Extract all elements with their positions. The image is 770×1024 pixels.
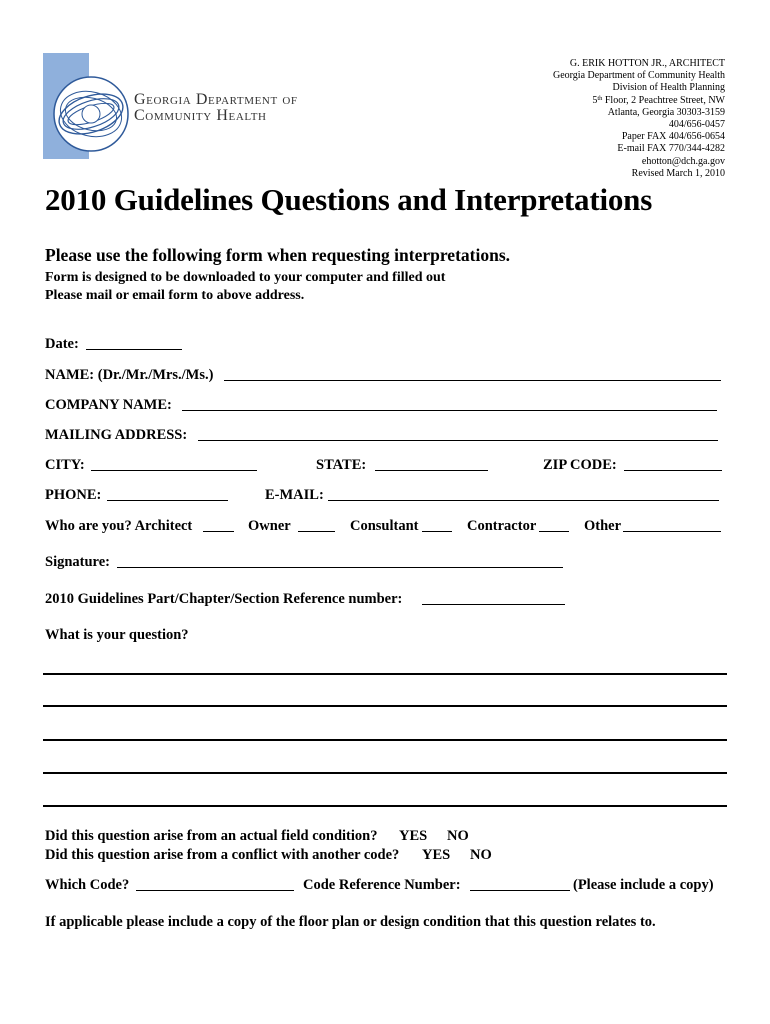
- org-name-line2: Community Health: [134, 107, 267, 124]
- signature-label: Signature:: [45, 554, 110, 570]
- logo-wordmark: [134, 92, 298, 124]
- state-field[interactable]: [375, 457, 488, 471]
- division: Division of Health Planning: [612, 82, 725, 94]
- code-conflict-no[interactable]: NO: [470, 847, 492, 863]
- name-label: NAME: (Dr./Mr./Mrs./Ms.): [45, 367, 214, 383]
- code-reference-label: Code Reference Number:: [303, 877, 461, 893]
- date-field[interactable]: [86, 336, 182, 350]
- city-state-zip-row: [45, 457, 725, 475]
- city-field[interactable]: [91, 457, 257, 471]
- zip-field[interactable]: [624, 457, 722, 471]
- phone-number: 404/656-0457: [668, 119, 725, 131]
- question-line-5[interactable]: [43, 805, 727, 807]
- name-field[interactable]: [224, 367, 721, 381]
- mailing-address-field[interactable]: [198, 427, 718, 441]
- owner-field[interactable]: [298, 518, 335, 532]
- which-code-row: [45, 877, 725, 895]
- other-field[interactable]: [623, 518, 721, 532]
- contractor-label: Contractor: [467, 518, 537, 534]
- code-reference-field[interactable]: [470, 877, 570, 891]
- email-address[interactable]: ehotton@dch.ga.gov: [641, 155, 725, 167]
- who-are-you-row: [45, 518, 725, 536]
- state-label: STATE:: [316, 457, 367, 473]
- field-condition-yes[interactable]: YES: [399, 828, 428, 844]
- phone-label: PHONE:: [45, 487, 102, 503]
- revised-date: Revised March 1, 2010: [631, 167, 725, 179]
- dch-logo-icon: [51, 74, 131, 154]
- code-conflict-question: Did this question arise from a conflict with another code?: [45, 847, 400, 863]
- question-line-4[interactable]: [43, 772, 727, 774]
- mailing-row: [45, 427, 725, 445]
- name-row: [45, 367, 725, 385]
- code-conflict-row: [45, 847, 725, 865]
- reference-row: [45, 591, 725, 609]
- phone-email-row: [45, 487, 725, 505]
- architect-name: G. ERIK HOTTON JR., ARCHITECT: [569, 58, 725, 69]
- form-subtitle: Please use the following form when requesting interpretations.: [45, 245, 511, 265]
- phone-field[interactable]: [107, 487, 228, 501]
- contractor-field[interactable]: [539, 518, 569, 532]
- page-title: 2010 Guidelines Questions and Interpretations: [45, 182, 653, 217]
- org-name-line1: Georgia Department of: [134, 91, 298, 108]
- zip-label: ZIP CODE:: [543, 457, 617, 473]
- signature-row: [45, 554, 725, 572]
- email-fax: E-mail FAX 770/344-4282: [617, 143, 725, 155]
- reference-number-field[interactable]: [422, 591, 565, 605]
- company-field[interactable]: [182, 397, 717, 411]
- street-address: 5th Floor, 2 Peachtree Street, NW: [592, 94, 725, 106]
- owner-label: Owner: [248, 518, 291, 534]
- date-row: [45, 336, 725, 354]
- other-label: Other: [584, 518, 622, 534]
- architect-field[interactable]: [203, 518, 234, 532]
- question-line-2[interactable]: [43, 705, 727, 707]
- paper-fax: Paper FAX 404/656-0654: [621, 131, 725, 143]
- instruction-line-2: Please mail or email form to above address.: [45, 288, 305, 303]
- email-label: E-MAIL:: [265, 487, 324, 503]
- floor-plan-note: If applicable please include a copy of the floor plan or design condition that this question relates to.: [45, 914, 656, 930]
- city-state-zip: Atlanta, Georgia 30303-3159: [607, 106, 725, 118]
- date-label: Date:: [45, 336, 79, 352]
- signature-field[interactable]: [117, 554, 563, 568]
- email-field[interactable]: [328, 487, 719, 501]
- company-label: COMPANY NAME:: [45, 397, 172, 413]
- consultant-field[interactable]: [422, 518, 452, 532]
- code-conflict-yes[interactable]: YES: [422, 847, 451, 863]
- which-code-label: Which Code?: [45, 877, 130, 893]
- mailing-label: MAILING ADDRESS:: [45, 427, 188, 443]
- consultant-label: Consultant: [350, 518, 419, 534]
- question-label: What is your question?: [45, 627, 189, 643]
- include-copy-note: (Please include a copy): [573, 877, 714, 893]
- reference-label: 2010 Guidelines Part/Chapter/Section Reference number:: [45, 591, 403, 607]
- department: Georgia Department of Community Health: [553, 70, 725, 82]
- field-condition-question: Did this question arise from an actual field condition?: [45, 828, 378, 844]
- field-condition-row: [45, 828, 725, 846]
- field-condition-no[interactable]: NO: [447, 828, 469, 844]
- city-label: CITY:: [45, 457, 85, 473]
- question-line-1[interactable]: [43, 673, 727, 675]
- question-line-3[interactable]: [43, 739, 727, 741]
- which-code-field[interactable]: [136, 877, 294, 891]
- instruction-line-1: Form is designed to be downloaded to your computer and filled out: [45, 270, 446, 285]
- who-architect-label: Who are you? Architect: [45, 518, 193, 534]
- company-row: [45, 397, 725, 415]
- address-block: [553, 58, 725, 180]
